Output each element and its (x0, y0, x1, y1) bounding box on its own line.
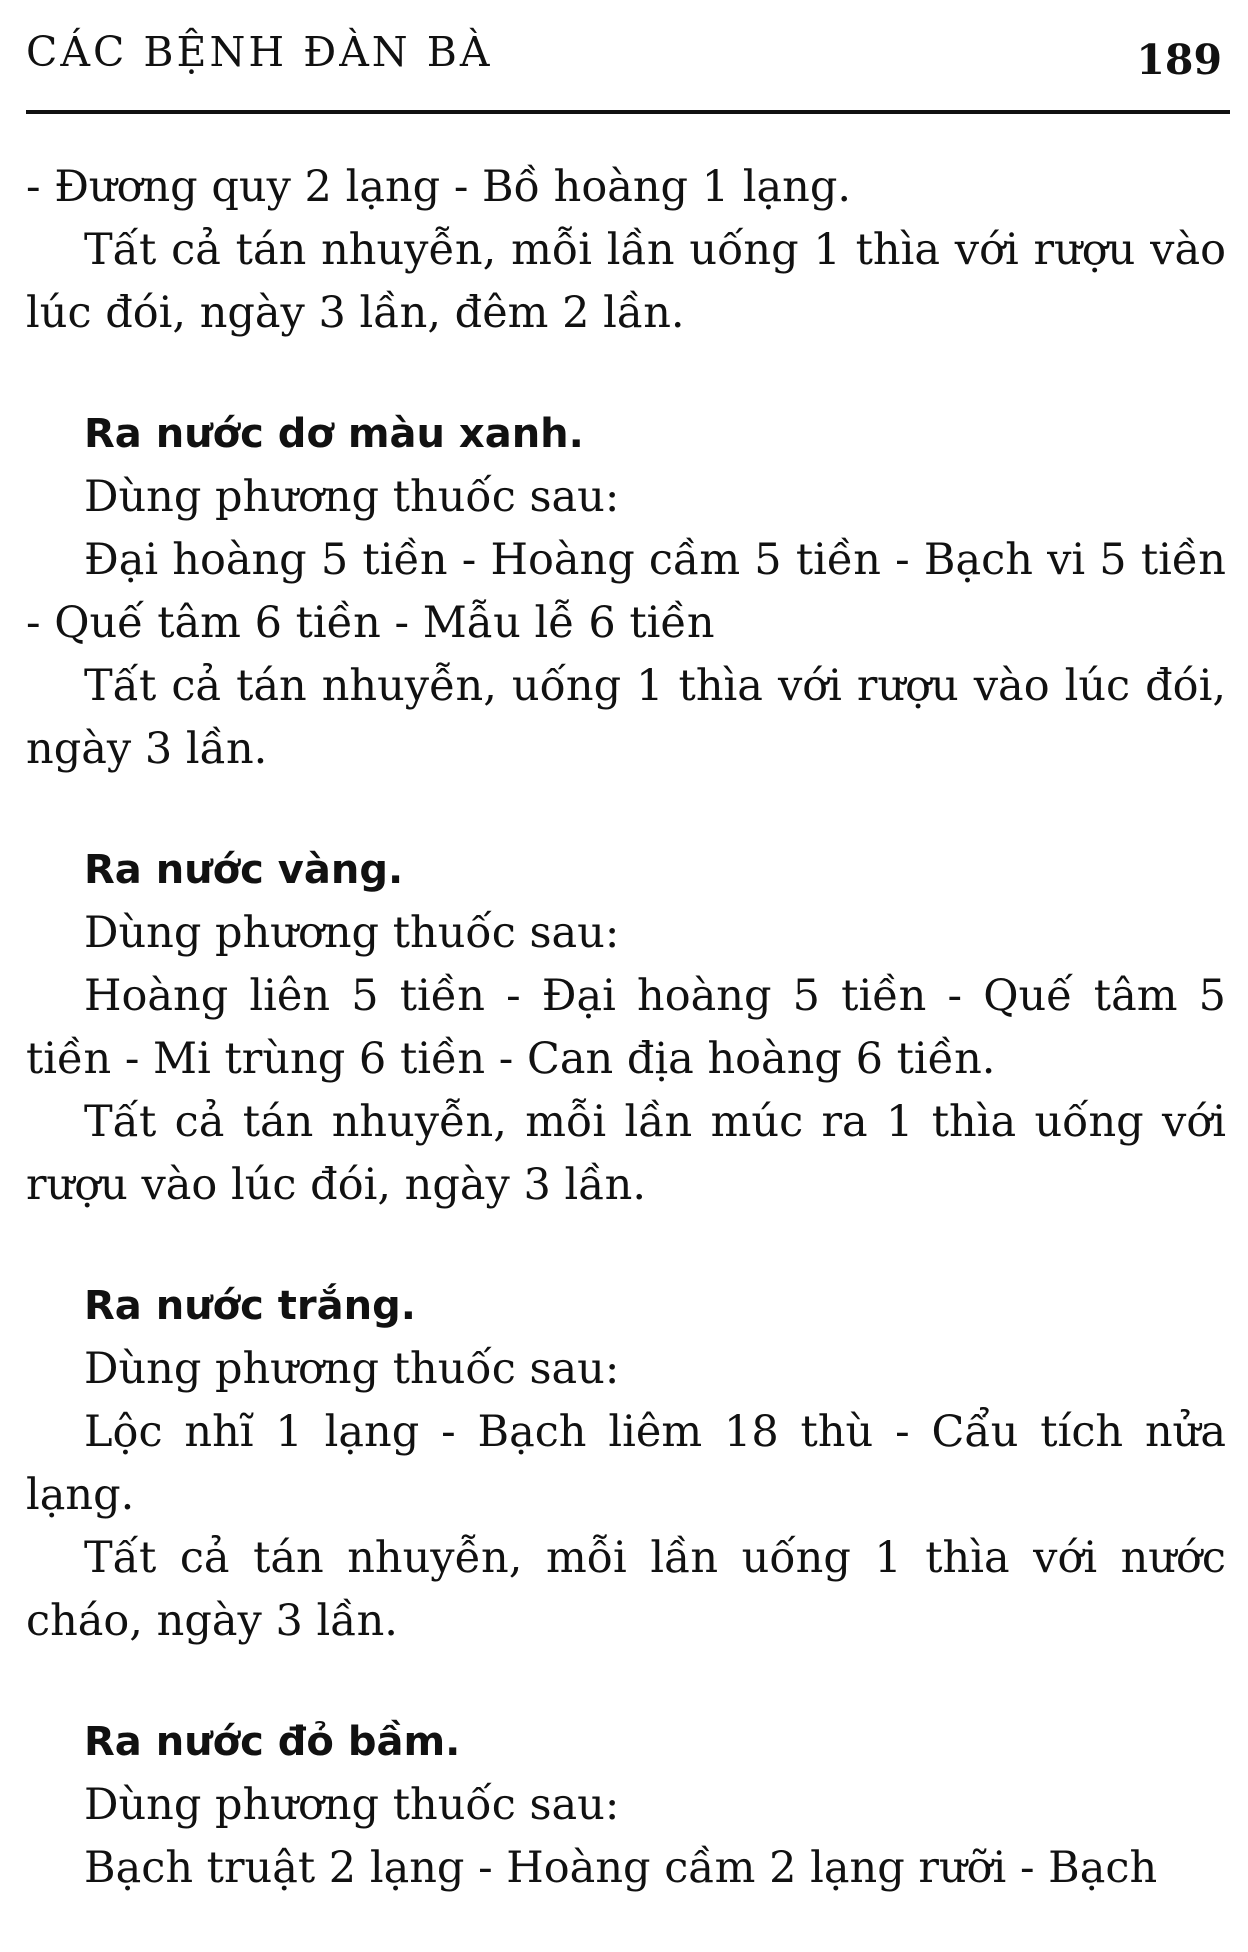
section-yellow-discharge (26, 839, 1226, 1217)
section-instruction: Tất cả tán nhuyễn, mỗi lần uống 1 thìa với nước cháo, ngày 3 lần. (26, 1533, 1226, 1646)
section-heading: Ra nước vàng. (84, 847, 404, 893)
section-heading: Ra nước trắng. (84, 1283, 416, 1329)
section-lead: Dùng phương thuốc sau: (84, 908, 620, 958)
section-lead: Dùng phương thuốc sau: (84, 472, 620, 522)
section-white-discharge (26, 1275, 1226, 1653)
page-number: 189 (1136, 36, 1222, 84)
running-header (26, 28, 1222, 88)
intro-instruction: Tất cả tán nhuyễn, mỗi lần uống 1 thìa với rượu vào lúc đói, ngày 3 lần, đêm 2 lần. (26, 225, 1226, 338)
section-lead: Dùng phương thuốc sau: (84, 1344, 620, 1394)
section-heading: Ra nước dơ màu xanh. (84, 411, 584, 457)
section-instruction: Tất cả tán nhuyễn, uống 1 thìa với rượu vào lúc đói, ngày 3 lần. (26, 661, 1226, 774)
section-dark-red-discharge (26, 1711, 1226, 1900)
section-ingredients: Đại hoàng 5 tiền - Hoàng cầm 5 tiền - Bạch vi 5 tiền - Quế tâm 6 tiền - Mẫu lễ 6 tiền (26, 535, 1226, 648)
intro-ingredients: - Đương quy 2 lạng - Bồ hoàng 1 lạng. (26, 162, 852, 212)
header-rule (26, 110, 1230, 114)
running-title: CÁC BỆNH ĐÀN BÀ (26, 28, 493, 76)
section-ingredients: Lộc nhĩ 1 lạng - Bạch liêm 18 thù - Cẩu tích nửa lạng. (26, 1407, 1226, 1520)
section-ingredients: Bạch truật 2 lạng - Hoàng cầm 2 lạng rưỡi - Bạch (84, 1843, 1158, 1893)
section-heading: Ra nước đỏ bầm. (84, 1719, 461, 1765)
page-body (26, 156, 1226, 1900)
section-green-discharge (26, 403, 1226, 781)
section-instruction: Tất cả tán nhuyễn, mỗi lần múc ra 1 thìa uống với rượu vào lúc đói, ngày 3 lần. (26, 1097, 1226, 1210)
section-ingredients: Hoàng liên 5 tiền - Đại hoàng 5 tiền - Quế tâm 5 tiền - Mi trùng 6 tiền - Can địa hoàng 6 tiền. (26, 971, 1226, 1084)
section-lead: Dùng phương thuốc sau: (84, 1780, 620, 1830)
